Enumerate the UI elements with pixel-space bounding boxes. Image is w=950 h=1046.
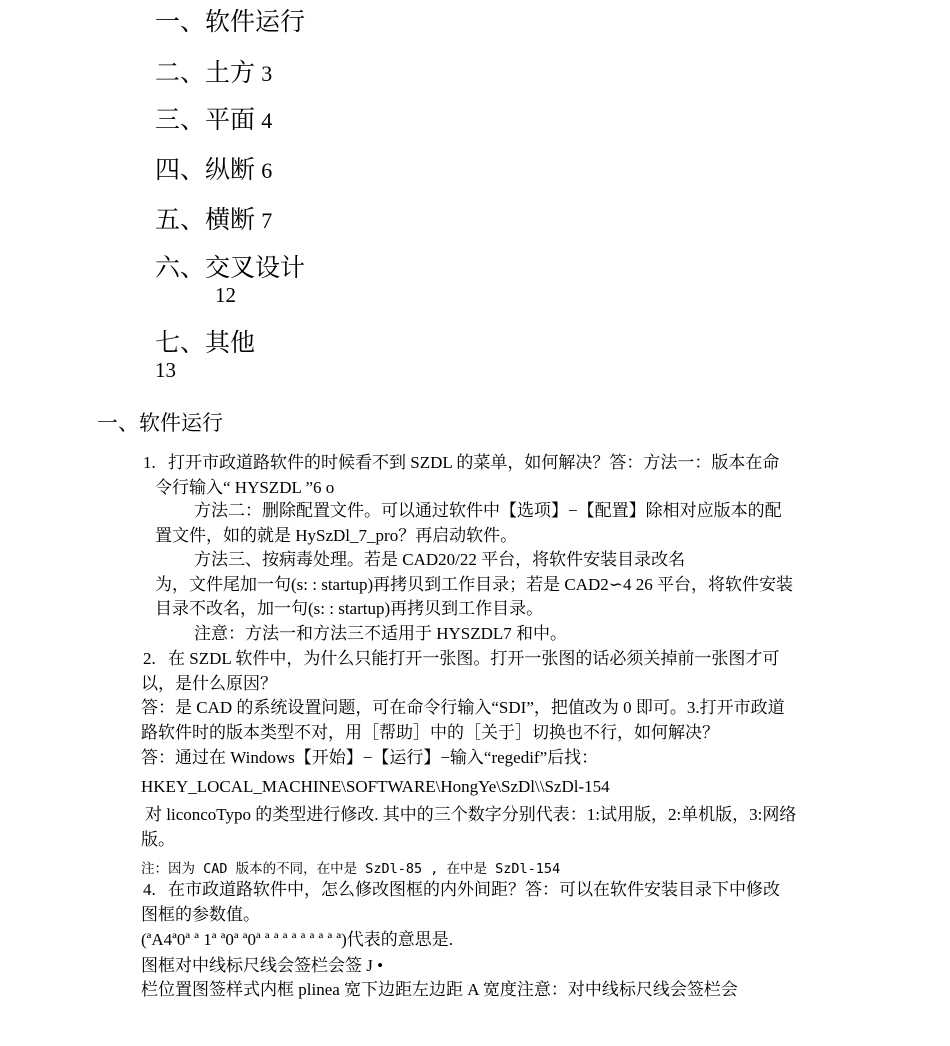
question-text: 在市政道路软件中，怎么修改图框的内外间距？答：可以在软件安装目录下中修改 [168,880,780,899]
toc-item-5[interactable] [155,200,272,236]
toc-item-6-page: 12 [215,283,236,307]
toc-item-label: 二、土方 [155,60,256,87]
answer-2-line-1: 答：是 CAD 的系统设置问题，可在命令行输入“SDI”，把值改为 0 即可。3.打开市政道 [141,698,785,717]
frame-line-1: 图框对中线标尺线会签栏会签 J • [141,956,384,975]
method-2-line-2: 置文件，如的就是 HySzDl_7_pro？再启动软件。 [155,526,518,545]
question-4-line-2: 图框的参数值。 [141,905,260,924]
toc-item-7[interactable] [155,323,255,359]
question-1-line [143,451,779,475]
toc-item-label: 四、纵断 [155,157,256,184]
method-2-line-1: 方法二：删除配置文件。可以通过软件中【选项】−【配置】除相对应版本的配 [194,501,782,520]
method-3-line-3: 目录不改名，加一句(s: : startup)再拷贝到工作目录。 [155,599,544,618]
toc-item-6[interactable] [155,248,305,284]
toc-item-4[interactable] [155,150,272,186]
toc-item-page: 7 [261,208,273,233]
toc-item-1[interactable] [155,2,305,38]
toc-item-label: 六、交叉设计 [155,255,306,282]
code-line: (ªA4ª0ª ª 1ª ª0ª ª0ª ª ª ª ª ª ª ª ª ª)代表的意思是. [141,930,454,949]
answer-3-line-3: 版。 [141,830,175,849]
toc-item-label: 七、其他 [155,330,256,357]
question-number: 4. [143,880,156,899]
toc-item-7-page: 13 [155,358,176,382]
method-3-line-2: 为，文件尾加一句(s: : startup)再拷贝到工作目录；若是 CAD2∽4 26 平台，将软件安装 [155,575,794,594]
answer-2-line-2: 路软件时的版本类型不对，用［帮助］中的［关于］切换也不行，如何解决？ [141,723,719,742]
note-2: 注：因为 CAD 版本的不同，在中是 SzDl-85 , 在中是 SzDl-154 [141,861,561,877]
toc-item-label: 五、横断 [155,207,256,234]
question-2-line [143,647,779,671]
question-2-line-2: 以，是什么原因？ [141,674,277,693]
toc-item-page: 6 [261,158,273,183]
toc-item-page: 4 [261,108,273,133]
method-3-line-1: 方法三、按病毒处理。若是 CAD20/22 平台，将软件安装目录改名 [194,550,686,569]
question-text: 在 SZDL 软件中，为什么只能打开一张图。打开一张图的话必须关掉前一张图才可 [168,649,780,668]
note-1: 注意：方法一和方法三不适用于 HYSZDL7 和中。 [194,624,568,643]
frame-line-2: 栏位置图签样式内框 plinea 宽下边距左边距 A 宽度注意：对中线标尺线会签栏会 [141,980,738,999]
toc-item-3[interactable] [155,100,272,136]
question-4-line [143,878,780,902]
question-number: 2. [143,649,156,668]
answer-3-line-2: 对 liconcoTypo 的类型进行修改. 其中的三个数字分别代表：1:试用版，2:单机版，3:网络 [145,805,797,824]
toc-item-label: 三、平面 [155,107,256,134]
question-1-line-2: 令行输入“ HYSZDL ”6 o [155,478,335,497]
question-number: 1. [143,453,156,472]
toc-item-page: 3 [261,61,273,86]
section-heading: 一、软件运行 [97,411,223,435]
toc-item-2[interactable] [155,53,272,89]
registry-path: HKEY_LOCAL_MACHINE\SOFTWARE\HongYe\SzDl\\SzDl-154 [141,777,610,796]
question-text: 打开市政道路软件的时候看不到 SZDL 的菜单，如何解决？答：方法一：版本在命 [168,453,780,472]
toc-item-label: 一、软件运行 [155,9,306,36]
answer-3-line-1: 答：通过在 Windows【开始】−【运行】−输入“regedif”后找： [141,748,599,767]
